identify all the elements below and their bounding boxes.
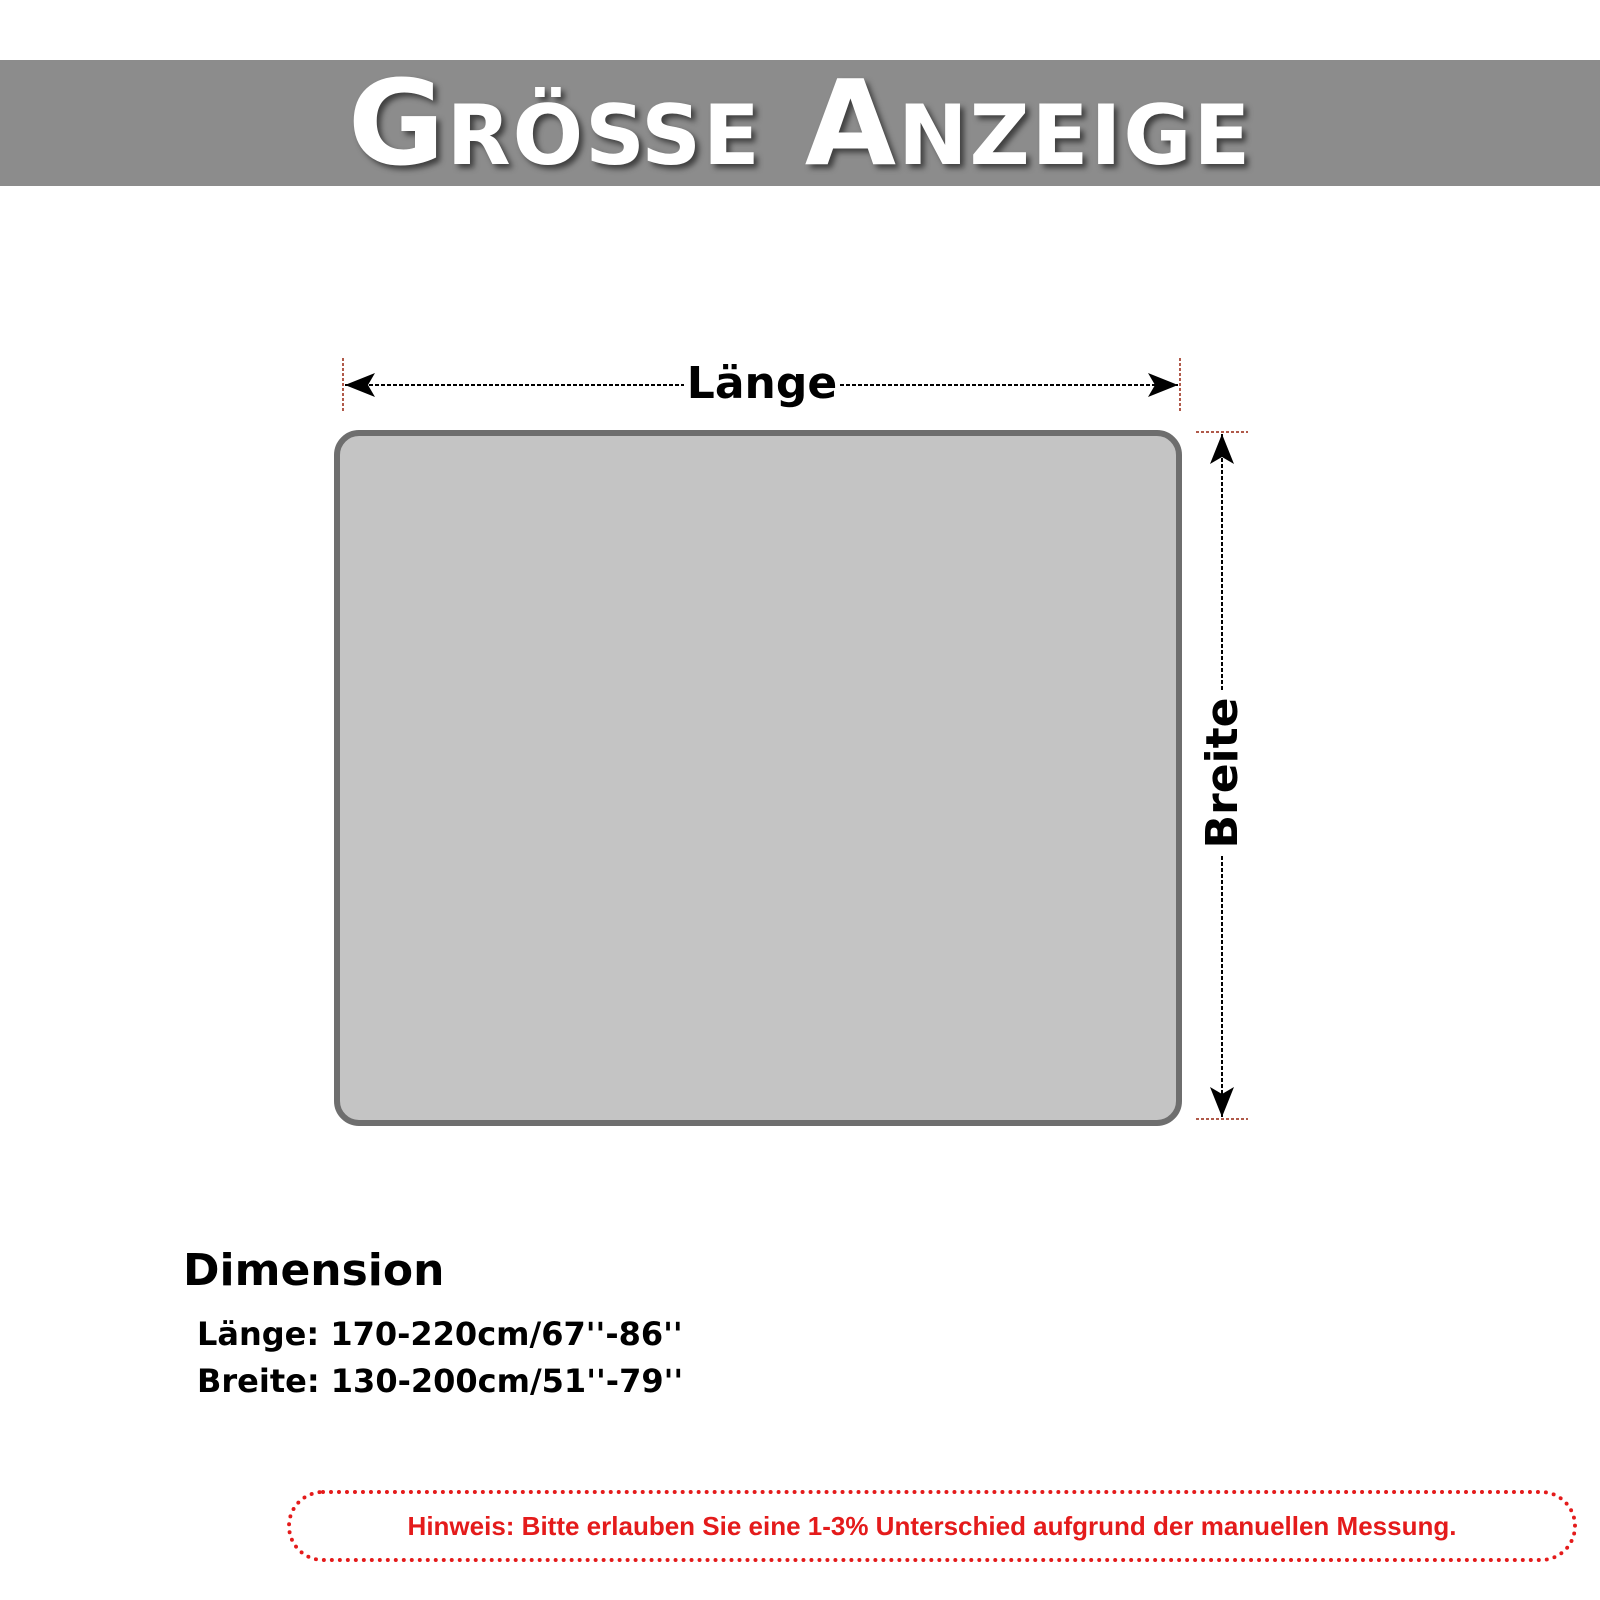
- page-title: Größe Anzeige: [347, 54, 1253, 192]
- measurement-note: [287, 1490, 1577, 1562]
- length-dimension: [343, 358, 1180, 412]
- dimension-title: Dimension: [183, 1245, 445, 1296]
- length-spec: Länge: 170-220cm/67''-86'': [197, 1315, 683, 1353]
- length-label: Länge: [686, 358, 838, 409]
- measurement-note-text: Hinweis: Bitte erlauben Sie eine 1-3% Unterschied aufgrund der manuellen Messung.: [407, 1510, 1457, 1541]
- product-outline: [337, 433, 1179, 1123]
- width-spec: Breite: 130-200cm/51''-79'': [197, 1362, 684, 1400]
- width-dimension: [1196, 432, 1248, 1119]
- width-label: Breite: [1197, 697, 1248, 849]
